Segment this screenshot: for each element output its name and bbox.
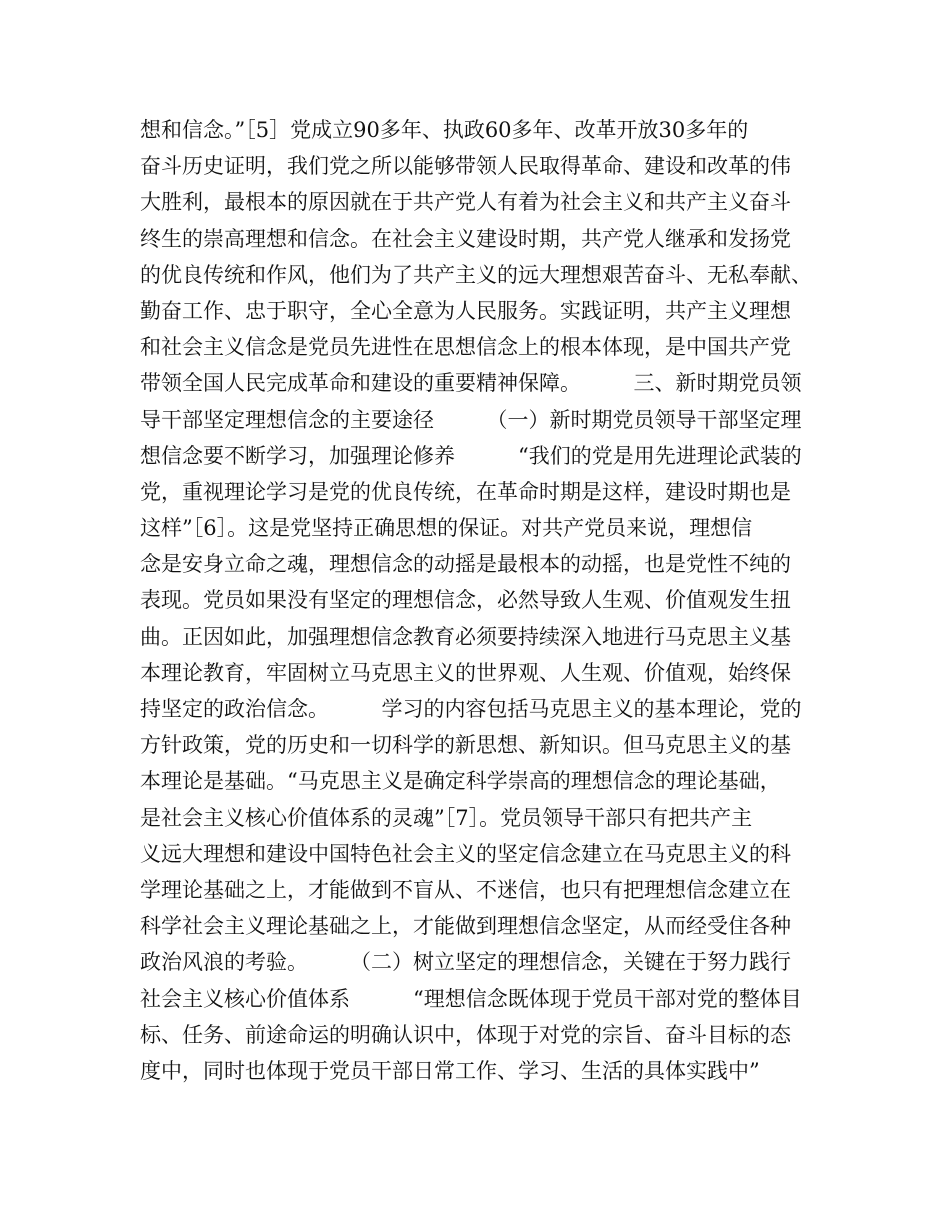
text-line: 和社会主义信念是党员先进性在思想信念上的根本体现，是中国共产党	[140, 335, 791, 360]
text-line: 大胜利，最根本的原因就在于共产党人有着为社会主义和共产主义奋斗	[140, 190, 791, 215]
text-line: 终生的崇高理想和信念。在社会主义建设时期，共产党人继承和发扬党	[140, 226, 791, 251]
text-line: 方针政策，党的历史和一切科学的新思想、新知识。但马克思主义的基	[140, 733, 791, 758]
text-line: 本理论教育，牢固树立马克思主义的世界观、人生观、价值观，始终保	[140, 660, 791, 685]
text-line: 本理论是基础。“马克思主义是确定科学崇高的理想信念的理论基础，	[140, 769, 781, 794]
text-line: 政治风浪的考验。 （二）树立坚定的理想信念，关键在于努力践行	[140, 950, 791, 975]
text-line: 导干部坚定理想信念的主要途径 （一）新时期党员领导干部坚定理	[140, 407, 802, 432]
text-line: 想和信念。”［5］党成立90多年、执政60多年、改革开放30多年的	[140, 118, 749, 142]
text-line: 曲。正因如此，加强理想信念教育必须要持续深入地进行马克思主义基	[140, 624, 791, 649]
text-line: 持坚定的政治信念。 学习的内容包括马克思主义的基本理论，党的	[140, 697, 802, 721]
text-line: 奋斗历史证明，我们党之所以能够带领人民取得革命、建设和改革的伟	[140, 154, 791, 179]
text-line: 念是安身立命之魂，理想信念的动摇是最根本的动摇，也是党性不纯的	[140, 552, 791, 577]
text-line: 带领全国人民完成革命和建设的重要精神保障。 三、新时期党员领	[140, 371, 802, 396]
text-line: 这样”［6］。这是党坚持正确思想的保证。对共产党员来说，理想信	[140, 516, 753, 541]
text-line: 是社会主义核心价值体系的灵魂”［7］。党员领导干部只有把共产主	[140, 805, 753, 830]
text-line: 标、任务、前途命运的明确认识中，体现于对党的宗旨、奋斗目标的态	[140, 1022, 791, 1047]
text-line: 度中，同时也体现于党员干部日常工作、学习、生活的具体实践中”	[140, 1058, 760, 1083]
text-line: 想信念要不断学习，加强理论修养 “我们的党是用先进理论武装的	[140, 443, 802, 468]
text-line: 的优良传统和作风，他们为了共产主义的远大理想艰苦奋斗、无私奉献、	[140, 262, 812, 287]
text-line: 表现。党员如果没有坚定的理想信念，必然导致人生观、价值观发生扭	[140, 588, 791, 613]
text-line: 学理论基础之上，才能做到不盲从、不迷信，也只有把理想信念建立在	[140, 877, 791, 902]
text-line: 党，重视理论学习是党的优良传统，在革命时期是这样，建设时期也是	[140, 479, 791, 504]
text-line: 社会主义核心价值体系 “理想信念既体现于党员干部对党的整体目	[140, 986, 802, 1011]
text-line: 科学社会主义理论基础之上，才能做到理想信念坚定，从而经受住各种	[140, 914, 791, 939]
text-line: 义远大理想和建设中国特色社会主义的坚定信念建立在马克思主义的科	[140, 841, 791, 866]
body-text	[140, 112, 820, 1089]
text-line: 勤奋工作、忠于职守，全心全意为人民服务。实践证明，共产主义理想	[140, 298, 791, 323]
